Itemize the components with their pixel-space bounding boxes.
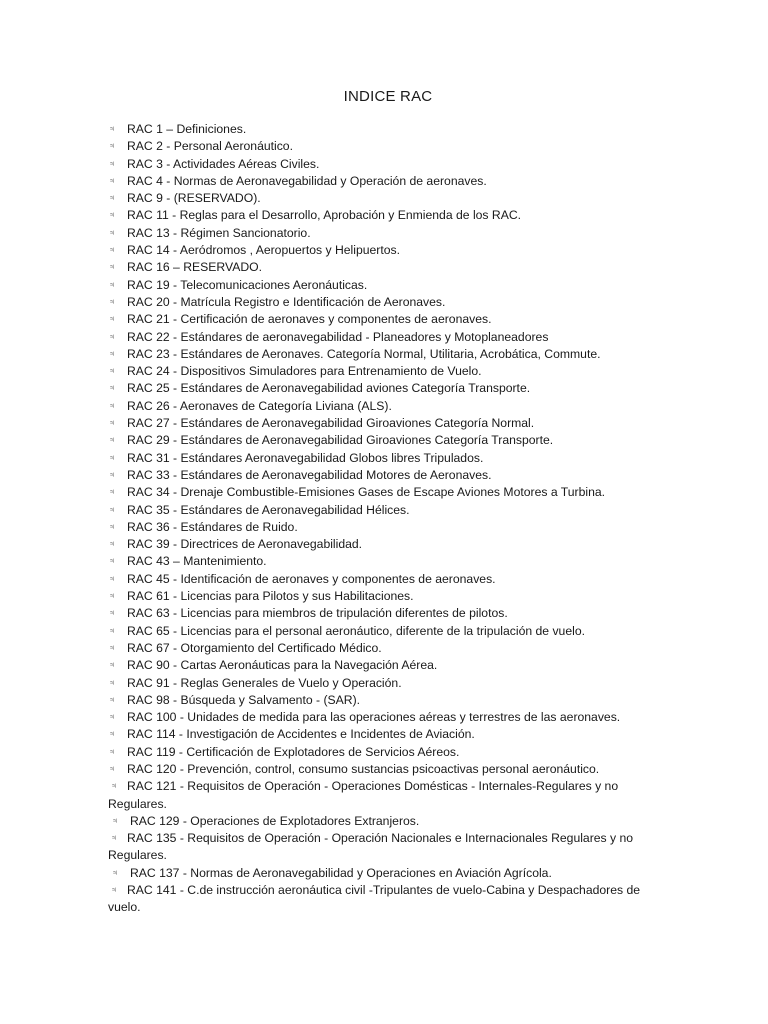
list-item-text: RAC 14 - Aeródromos , Aeropuertos y Helipuertos. — [127, 243, 400, 258]
bullet-icon: ♃ — [109, 591, 115, 601]
list-item — [108, 709, 668, 726]
list-item-text: RAC 141 - C.de instrucción aeronáutica civil -Tripulantes de vuelo-Cabina y Despachadores de vuelo. — [108, 883, 641, 915]
bullet-icon: ♃ — [109, 487, 115, 497]
list-item — [108, 623, 668, 640]
list-item-text: RAC 31 - Estándares Aeronavegabilidad Globos libres Tripulados. — [127, 450, 484, 465]
page-title: INDICE RAC — [343, 88, 433, 105]
list-item-text: RAC 36 - Estándares de Ruido. — [127, 519, 298, 534]
list-item — [108, 329, 668, 346]
list-item — [108, 363, 668, 380]
bullet-icon: ♃ — [109, 279, 115, 289]
list-item-text: RAC 100 - Unidades de medida para las operaciones aéreas y terrestres de las aeronaves. — [127, 710, 621, 725]
list-item-text: RAC 121 - Requisitos de Operación - Operaciones Domésticas - Internales-Regulares y no Regulares. — [108, 779, 619, 811]
bullet-icon: ♃ — [109, 227, 115, 237]
list-item — [108, 657, 668, 674]
rac-index-list — [0, 121, 768, 917]
list-item-text: RAC 61 - Licencias para Pilotos y sus Habilitaciones. — [127, 589, 414, 604]
list-item-text: RAC 20 - Matrícula Registro e Identificación de Aeronaves. — [127, 294, 446, 309]
bullet-icon: ♃ — [109, 573, 115, 583]
list-item — [108, 726, 668, 743]
list-item-text: RAC 19 - Telecomunicaciones Aeronáuticas. — [127, 277, 368, 292]
list-item-text: RAC 11 - Reglas para el Desarrollo, Aprobación y Enmienda de los RAC. — [127, 208, 522, 223]
bullet-icon: ♃ — [109, 712, 115, 722]
list-item-text: RAC 29 - Estándares de Aeronavegabilidad Giroaviones Categoría Transporte. — [127, 433, 554, 448]
list-item — [108, 484, 668, 501]
bullet-icon: ♃ — [109, 124, 115, 133]
list-item — [108, 259, 668, 276]
list-item — [108, 605, 668, 622]
list-item — [108, 467, 668, 484]
list-item-text: RAC 24 - Dispositivos Simuladores para Entrenamiento de Vuelo. — [127, 364, 482, 379]
list-item-text: RAC 39 - Directrices de Aeronavegabilidad. — [127, 537, 363, 552]
bullet-icon: ♃ — [109, 504, 115, 514]
list-item-text: RAC 9 - (RESERVADO). — [127, 191, 261, 206]
list-item — [108, 882, 668, 917]
bullet-icon: ♃ — [109, 694, 115, 704]
list-item-text: RAC 35 - Estándares de Aeronavegabilidad Hélices. — [127, 502, 410, 517]
bullet-icon: ♃ — [109, 210, 115, 220]
list-item — [108, 450, 668, 467]
list-item — [108, 519, 668, 536]
list-item — [108, 121, 668, 138]
bullet-icon: ♃ — [109, 383, 115, 393]
list-item-text: RAC 26 - Aeronaves de Categoría Liviana (ALS). — [127, 398, 392, 413]
bullet-icon: ♃ — [109, 677, 115, 687]
bullet-icon: ♃ — [109, 348, 115, 358]
bullet-icon: ♃ — [109, 314, 115, 324]
bullet-icon: ♃ — [109, 625, 115, 635]
list-item-text: RAC 16 – RESERVADO. — [127, 260, 263, 275]
list-item-text: RAC 135 - Requisitos de Operación - Operación Nacionales e Internacionales Regulares y no Regulares. — [108, 831, 634, 863]
list-item — [108, 346, 668, 363]
list-item-text: RAC 22 - Estándares de aeronavegabilidad - Planeadores y Motoplaneadores — [127, 329, 549, 344]
list-item — [108, 761, 668, 778]
bullet-icon: ♃ — [109, 366, 115, 376]
list-item — [108, 571, 668, 588]
list-item — [108, 225, 668, 242]
list-item-text: RAC 21 - Certificación de aeronaves y componentes de aeronaves. — [127, 312, 492, 327]
list-item — [108, 415, 668, 432]
list-item — [108, 207, 668, 224]
list-item — [108, 432, 668, 449]
list-item-text: RAC 129 - Operaciones de Explotadores Extranjeros. — [130, 813, 420, 828]
bullet-icon: ♃ — [112, 867, 118, 877]
bullet-icon: ♃ — [111, 833, 117, 843]
list-item — [108, 502, 668, 519]
list-item-text: RAC 45 - Identificación de aeronaves y componentes de aeronaves. — [127, 571, 496, 586]
list-item — [108, 640, 668, 657]
list-item-text: RAC 65 - Licencias para el personal aeronáutico, diferente de la tripulación de vuelo. — [127, 623, 585, 638]
bullet-icon: ♃ — [109, 539, 115, 549]
bullet-icon: ♃ — [109, 158, 115, 168]
bullet-icon: ♃ — [109, 763, 115, 773]
bullet-icon: ♃ — [109, 331, 115, 341]
list-item-text: RAC 137 - Normas de Aeronavegabilidad y Operaciones en Aviación Agrícola. — [130, 865, 552, 880]
bullet-icon: ♃ — [109, 452, 115, 462]
list-item — [108, 830, 668, 865]
list-item-text: RAC 27 - Estándares de Aeronavegabilidad Giroaviones Categoría Normal. — [127, 416, 535, 431]
list-item-text: RAC 33 - Estándares de Aeronavegabilidad Motores de Aeronaves. — [127, 467, 492, 482]
list-item — [108, 692, 668, 709]
list-item — [108, 277, 668, 294]
list-item-text: RAC 90 - Cartas Aeronáuticas para la Navegación Aérea. — [127, 658, 438, 673]
list-item-text: RAC 4 - Normas de Aeronavegabilidad y Operación de aeronaves. — [127, 173, 487, 188]
list-item-text: RAC 120 - Prevención, control, consumo sustancias psicoactivas personal aeronáutico. — [127, 761, 600, 776]
bullet-icon: ♃ — [109, 193, 115, 203]
list-item — [108, 138, 668, 155]
list-item-text: RAC 25 - Estándares de Aeronavegabilidad aviones Categoría Transporte. — [127, 381, 531, 396]
list-item — [108, 242, 668, 259]
bullet-icon: ♃ — [109, 660, 115, 670]
bullet-icon: ♃ — [109, 556, 115, 566]
bullet-icon: ♃ — [109, 262, 115, 272]
list-item-text: RAC 67 - Otorgamiento del Certificado Médico. — [127, 640, 382, 655]
list-item — [108, 813, 668, 830]
bullet-icon: ♃ — [109, 642, 115, 652]
list-item-text: RAC 63 - Licencias para miembros de tripulación diferentes de pilotos. — [127, 606, 508, 621]
list-item — [108, 778, 668, 813]
list-item — [108, 380, 668, 397]
bullet-icon: ♃ — [109, 469, 115, 479]
list-item-text: RAC 91 - Reglas Generales de Vuelo y Operación. — [127, 675, 402, 690]
list-item-text: RAC 3 - Actividades Aéreas Civiles. — [127, 156, 320, 171]
bullet-icon: ♃ — [109, 608, 115, 618]
list-item — [108, 536, 668, 553]
list-item-text: RAC 1 – Definiciones. — [127, 122, 247, 136]
bullet-icon: ♃ — [109, 729, 115, 739]
bullet-icon: ♃ — [111, 781, 117, 791]
list-item-text: RAC 34 - Drenaje Combustible-Emisiones Gases de Escape Aviones Motores a Turbina. — [127, 485, 606, 500]
list-item — [108, 588, 668, 605]
list-item — [108, 173, 668, 190]
list-item-text: RAC 23 - Estándares de Aeronaves. Categoría Normal, Utilitaria, Acrobática, Commute. — [127, 346, 601, 361]
list-item — [108, 311, 668, 328]
list-item — [108, 294, 668, 311]
list-item-text: RAC 2 - Personal Aeronáutico. — [127, 139, 293, 154]
list-item-text: RAC 119 - Certificación de Explotadores de Servicios Aéreos. — [127, 744, 460, 759]
bullet-icon: ♃ — [112, 815, 118, 825]
list-item-text: RAC 13 - Régimen Sancionatorio. — [127, 225, 311, 240]
bullet-icon: ♃ — [109, 296, 115, 306]
list-item — [108, 156, 668, 173]
bullet-icon: ♃ — [109, 400, 115, 410]
list-item — [108, 398, 668, 415]
bullet-icon: ♃ — [109, 141, 115, 151]
bullet-icon: ♃ — [109, 245, 115, 255]
list-item — [108, 553, 668, 570]
bullet-icon: ♃ — [109, 175, 115, 185]
list-item-text: RAC 43 – Mantenimiento. — [127, 554, 267, 569]
bullet-icon: ♃ — [109, 435, 115, 445]
list-item-text: RAC 98 - Búsqueda y Salvamento - (SAR). — [127, 692, 361, 707]
bullet-icon: ♃ — [111, 885, 117, 895]
list-item — [108, 865, 668, 882]
bullet-icon: ♃ — [109, 418, 115, 428]
list-item-text: RAC 114 - Investigación de Accidentes e Incidentes de Aviación. — [127, 727, 475, 742]
list-item — [108, 190, 668, 207]
list-item — [108, 675, 668, 692]
list-item — [108, 744, 668, 761]
bullet-icon: ♃ — [109, 746, 115, 756]
bullet-icon: ♃ — [109, 521, 115, 531]
